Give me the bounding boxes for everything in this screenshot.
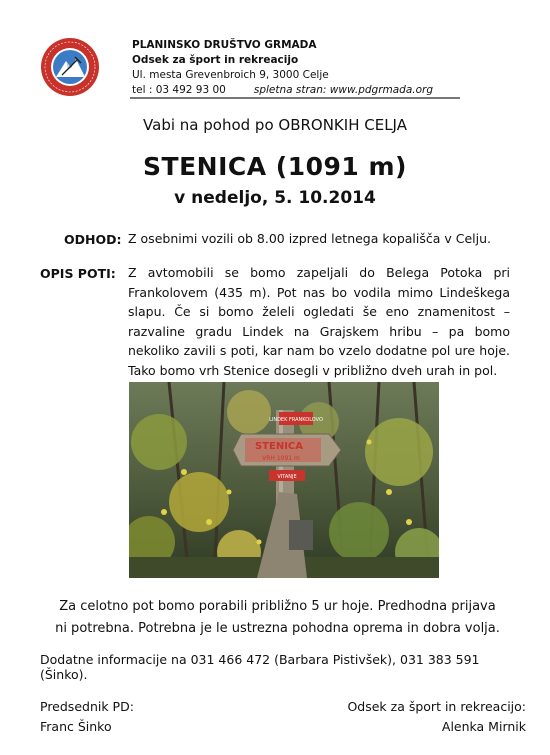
signature-section: [347, 697, 526, 737]
departure-text: Z osebnimi vozili ob 8.00 izpred letnega kopališča v Celju.: [128, 231, 492, 246]
signpost-photo: [129, 382, 439, 578]
organization-header: [132, 38, 462, 98]
president-title: Predsednik PD:: [40, 699, 134, 714]
president-name: Franc Šinko: [40, 719, 112, 734]
sign-sub-text: VRH 1091 m: [262, 455, 300, 462]
org-contact-row: [132, 83, 462, 98]
org-website[interactable]: spletna stran: www.pdgrmada.org: [253, 84, 434, 96]
org-address: Ul. mesta Grevenbroich 9, 3000 Celje: [132, 69, 329, 81]
route-text: Z avtomobili se bomo zapeljali do Belega Potoka pri Frankolovem (435 m). Pot nas bo vodila mimo Lindeškega slapu. Če si bomo želeli ogledati še eno znamenitost – razvaline gradu Lindek na Grajskem hribu – pa bomo nekoliko zavili s poti, kar nam bo vzelo dodatne pol ure hoje. Tako bomo vrh Stenice dosegli v približno dveh urah in pol.: [128, 265, 510, 378]
club-logo: [40, 37, 100, 97]
org-phone: tel : 03 492 93 00: [132, 84, 226, 96]
org-section: Odsek za šport in rekreacijo: [132, 54, 299, 66]
signature-president: [40, 697, 134, 737]
closing-paragraph: Za celotno pot bomo porabili približno 5 ur hoje. Predhodna prijava ni potrebna. Potrebna je le ustrezna pohodna oprema in dobra volja.: [55, 599, 500, 636]
route-label: OPIS POTI:: [40, 266, 116, 281]
sign-top-text: LINDEK FRANKOLOVO: [269, 417, 323, 423]
invite-line: Vabi na pohod po OBRONKIH CELJA: [143, 116, 407, 134]
section-leader-name: Alenka Mirnik: [441, 719, 526, 734]
section-title: Odsek za šport in rekreacijo:: [347, 699, 526, 714]
org-name: PLANINSKO DRUŠTVO GRMADA: [132, 39, 317, 51]
departure-label: ODHOD:: [64, 232, 122, 247]
header-divider: [130, 97, 460, 99]
sign-bottom-text: VITANJE: [277, 474, 297, 480]
contact-info: Dodatne informacije na 031 466 472 (Barbara Pistivšek), 031 383 591 (Šinko).: [40, 652, 480, 682]
event-title: STENICA (1091 m): [143, 152, 407, 181]
sign-main-text: STENICA: [254, 441, 304, 452]
event-date: v nedeljo, 5. 10.2014: [174, 188, 376, 208]
